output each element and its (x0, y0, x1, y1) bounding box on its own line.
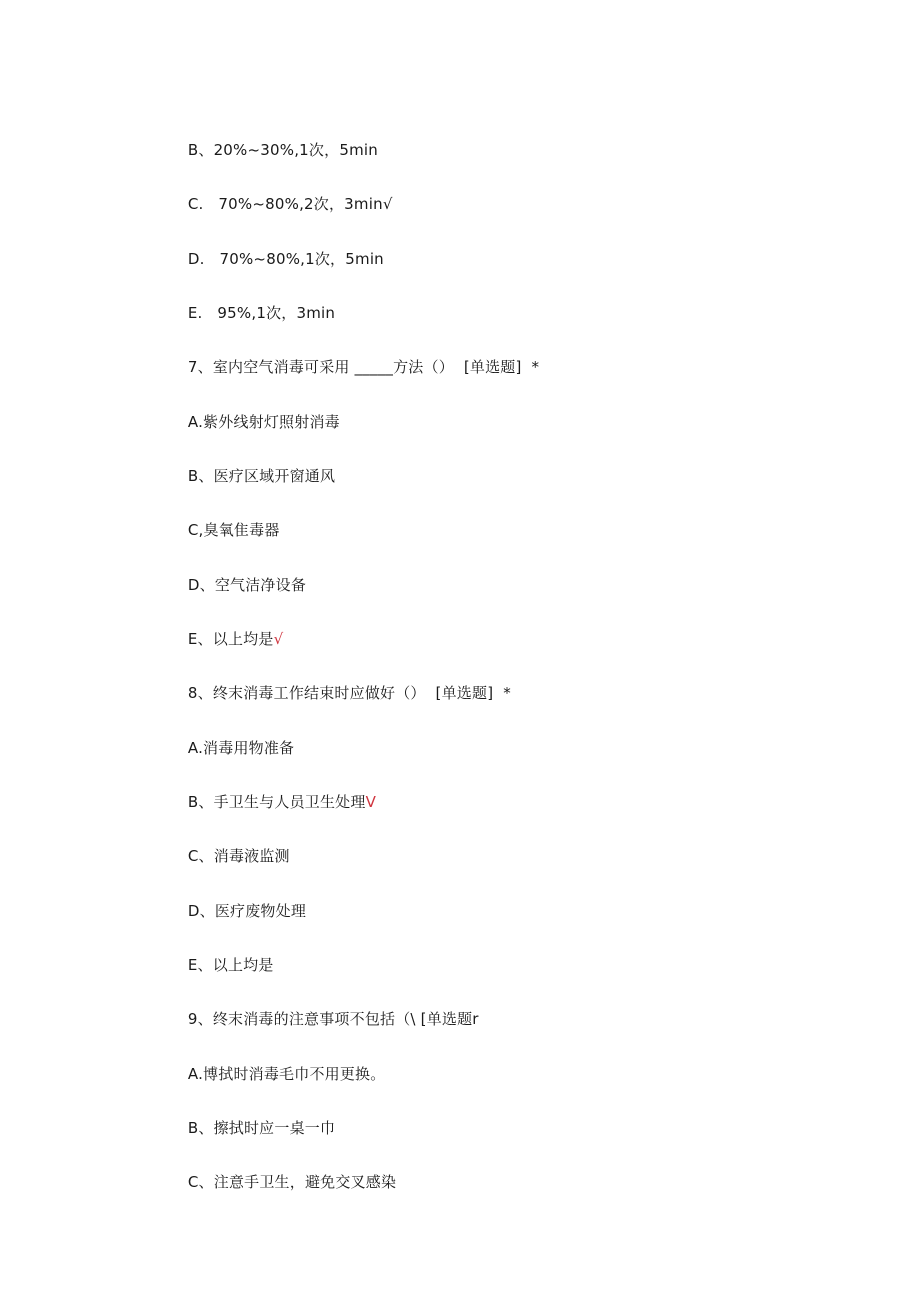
option-b-q6 (168, 114, 378, 159)
option-a-q9 (168, 1038, 386, 1083)
option-c-q6 (168, 168, 393, 213)
line-text: D、医疗废物处理 (187, 902, 307, 920)
line-text: A.消毒用物准备 (187, 739, 295, 757)
question-text: 8、终末消毒工作结束时应做好（） [单选题] * (187, 684, 511, 702)
question-9 (168, 983, 479, 1028)
line-text: A.博拭时消毒毛巾不用更换。 (187, 1065, 386, 1083)
question-text: 9、终末消毒的注意事项不包括（\ [单选题r (187, 1010, 479, 1028)
option-d-q8 (168, 875, 307, 920)
line-text: B、手卫生与人员卫生处理 (187, 793, 366, 811)
line-text: D、空气洁净设备 (187, 576, 307, 594)
line-text: C,臭氧隹毒器 (187, 521, 280, 539)
option-e-q7 (168, 603, 284, 648)
option-b-q8 (168, 766, 377, 811)
line-text: E、以上均是 (187, 956, 274, 974)
line-text: B、20%~30%,1次，5min (187, 141, 378, 159)
line-text: C. 70%~80%,2次，3min (187, 195, 383, 213)
option-e-q8 (168, 929, 274, 974)
option-e-q6 (168, 277, 336, 322)
question-text: 7、室内空气消毒可采用 _____方法（） [单选题] * (187, 358, 540, 376)
line-text: E、以上均是 (187, 630, 274, 648)
option-d-q6 (168, 223, 384, 268)
line-text: B、擦拭时应一桌一巾 (187, 1119, 336, 1137)
answer-check-mark: √ (273, 630, 284, 648)
option-a-q7 (168, 386, 340, 431)
question-8 (168, 657, 511, 702)
line-text: C、注意手卫生，避免交叉感染 (187, 1173, 397, 1191)
line-text: D. 70%~80%,1次，5min (187, 250, 384, 268)
option-b-q7 (168, 440, 336, 485)
answer-check-mark: V (365, 793, 377, 811)
option-c-q9 (168, 1146, 397, 1191)
line-text: C、消毒液监测 (187, 847, 290, 865)
option-c-q8 (168, 820, 290, 865)
option-b-q9 (168, 1092, 336, 1137)
option-d-q7 (168, 549, 307, 594)
line-text: E. 95%,1次，3min (187, 304, 336, 322)
line-text: B、医疗区域开窗通风 (187, 467, 336, 485)
option-c-q7 (168, 494, 280, 539)
option-a-q8 (168, 712, 295, 757)
line-text: A.紫外线射灯照射消毒 (187, 413, 340, 431)
question-7 (168, 331, 540, 376)
answer-check-mark: √ (382, 195, 393, 213)
